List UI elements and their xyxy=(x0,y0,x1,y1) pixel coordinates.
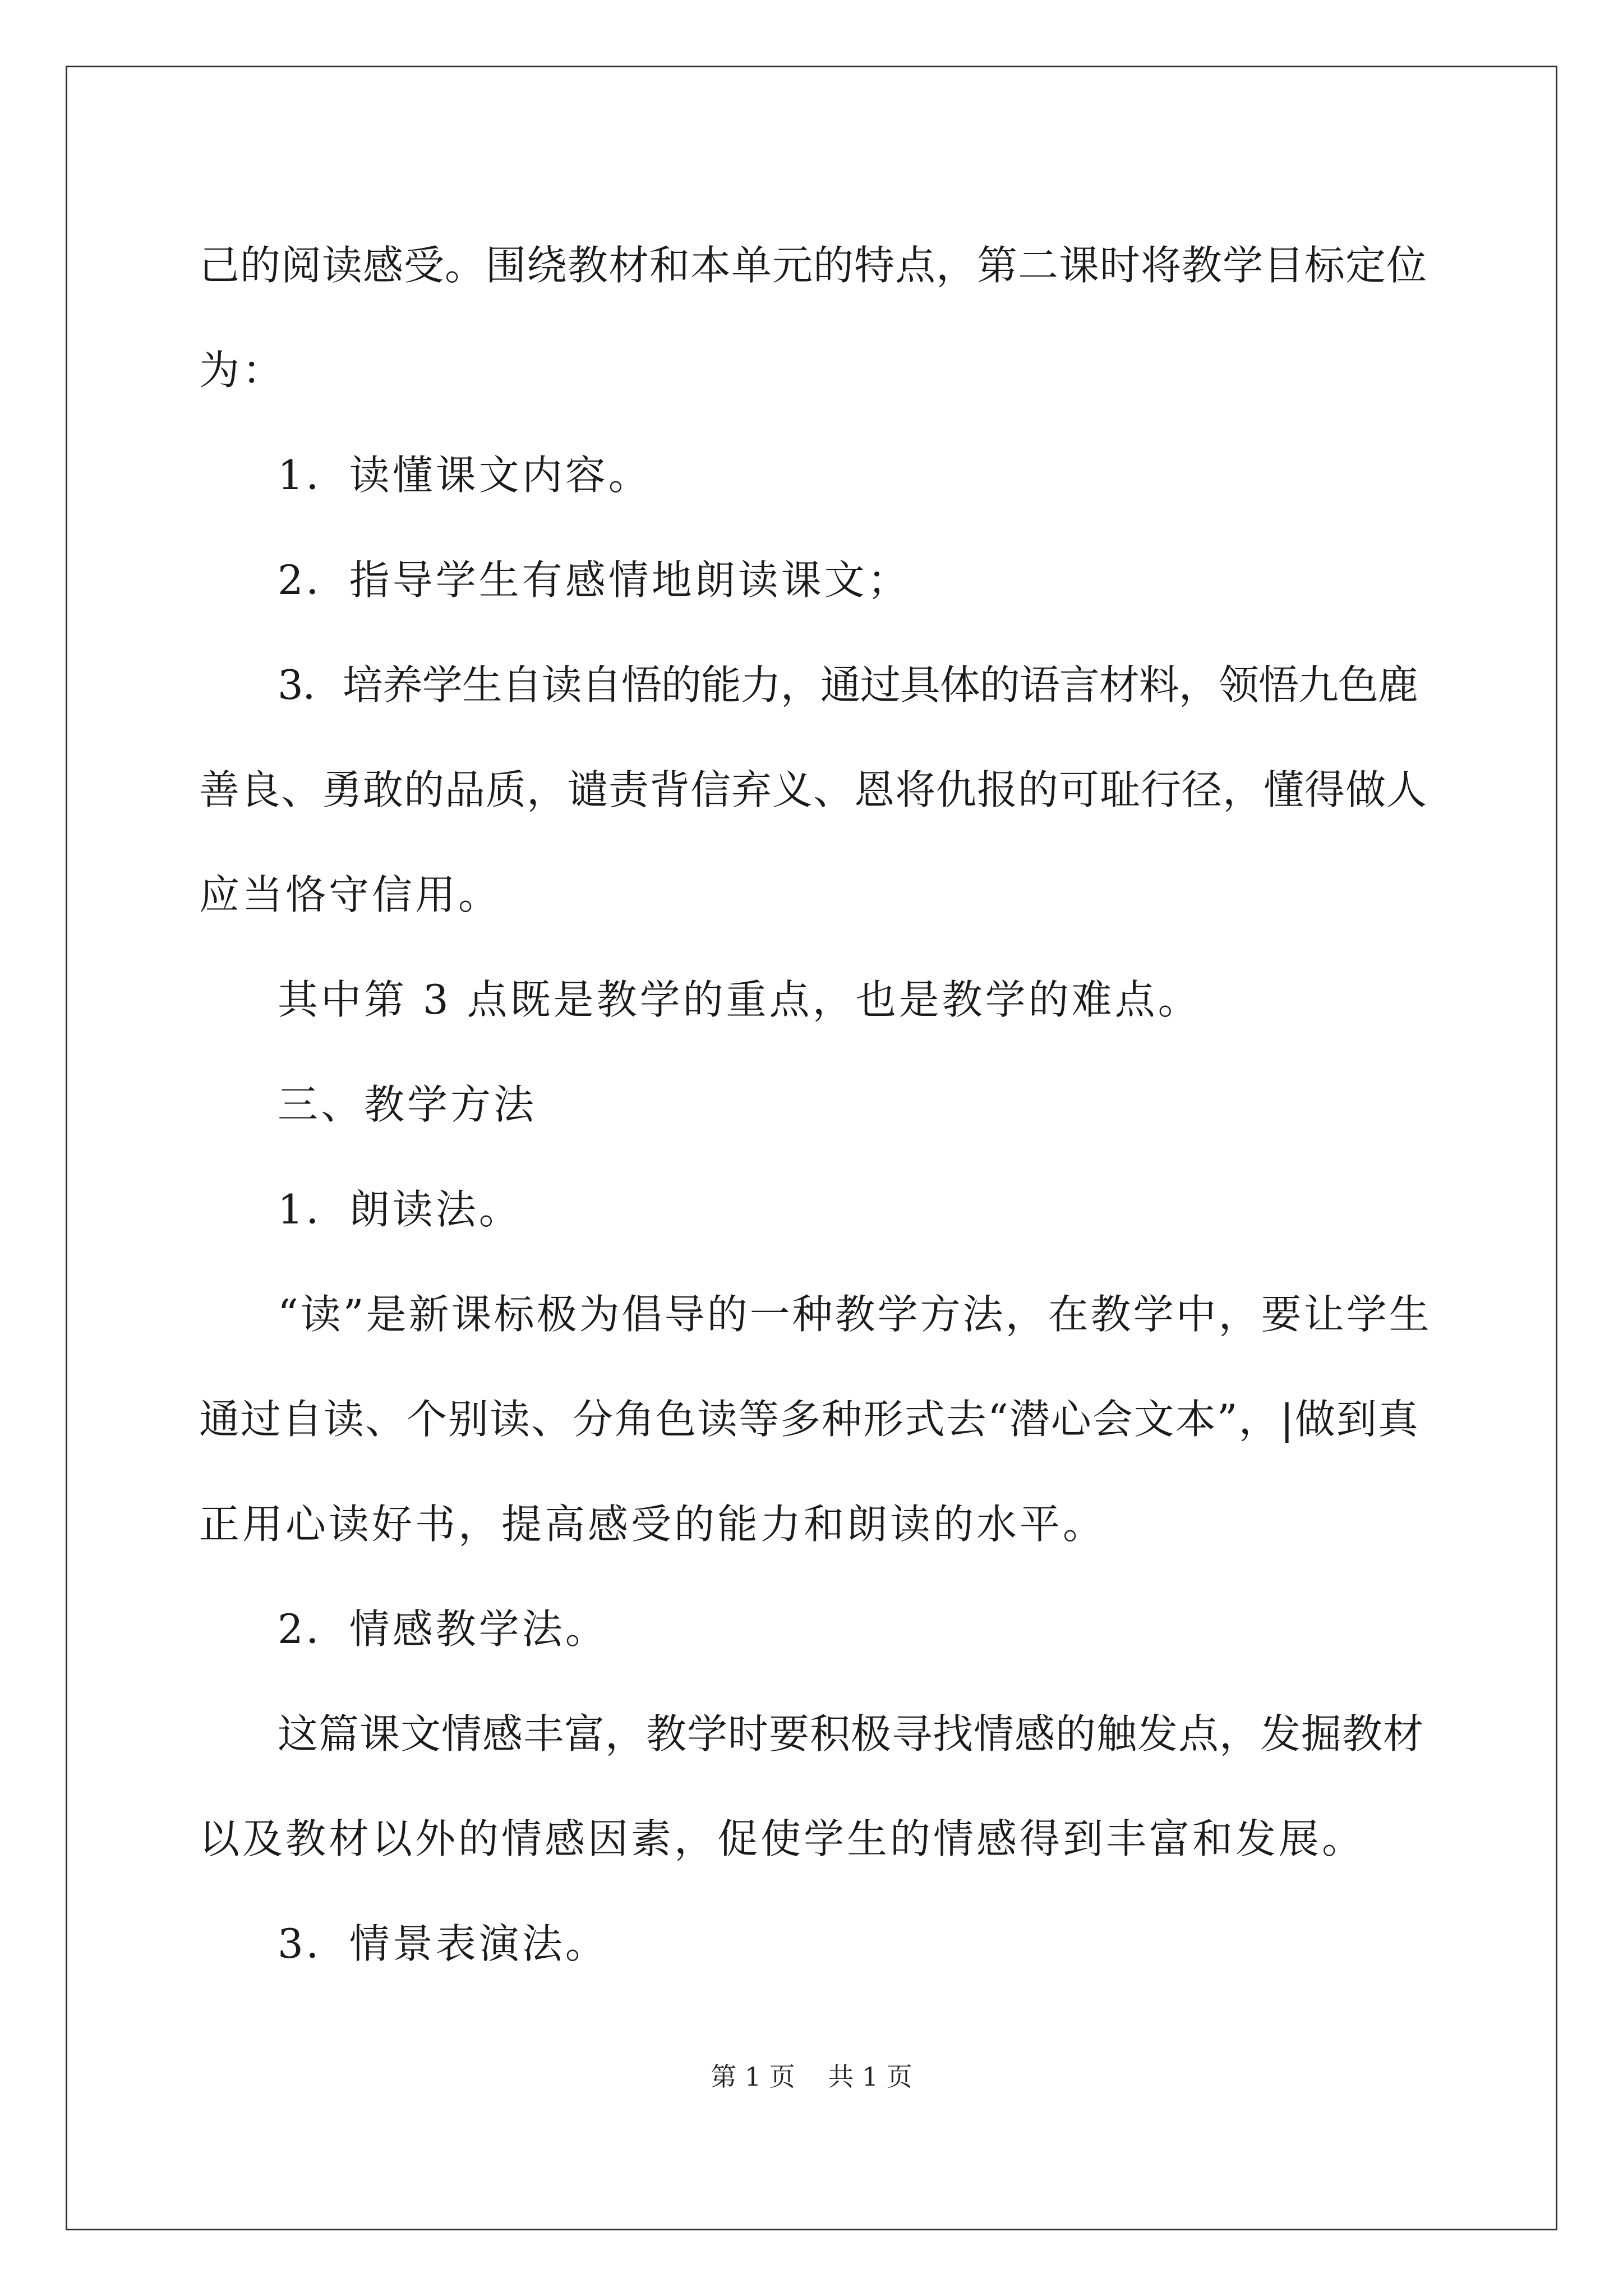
text-line: 1．读懂课文内容。 xyxy=(278,452,652,499)
text-line: 为： xyxy=(199,347,286,394)
page-footer: 第 1 页 共 1 页 xyxy=(711,2062,912,2092)
text-line: 其中第 3 点既是教学的重点，也是教学的难点。 xyxy=(278,976,1201,1023)
text-line: 3．培养学生自读自悟的能力，通过具体的语言材料，领悟九色鹿 xyxy=(278,661,1418,708)
text-line: 3．情景表演法。 xyxy=(278,1920,608,1967)
text-line: 善良、勇敢的品质，谴责背信弃义、恩将仇报的可耻行径，懂得做人 xyxy=(199,766,1428,813)
text-line: 2．情感教学法。 xyxy=(278,1605,608,1653)
text-line: “读”是新课标极为倡导的一种教学方法，在教学中，要让学生 xyxy=(278,1291,1432,1338)
text-line: 己的阅读感受。围绕教材和本单元的特点，第二课时将教学目标定位 xyxy=(199,242,1428,289)
text-line: 这篇课文情感丰富，教学时要积极寻找情感的触发点，发掘教材 xyxy=(278,1710,1424,1757)
document-body xyxy=(199,213,1433,1996)
text-line: 通过自读、个别读、分角色读等多种形式去“潜心会文本”，|做到真 xyxy=(199,1396,1419,1443)
text-line: 2．指导学生有感情地朗读课文； xyxy=(278,556,911,604)
text-line: 1．朗读法。 xyxy=(278,1186,522,1233)
section-heading: 三、教学方法 xyxy=(278,1081,537,1128)
text-line: 正用心读好书，提高感受的能力和朗读的水平。 xyxy=(199,1501,1106,1548)
text-line: 以及教材以外的情感因素，促使学生的情感得到丰富和发展。 xyxy=(199,1815,1366,1862)
text-line: 应当恪守信用。 xyxy=(199,871,502,918)
